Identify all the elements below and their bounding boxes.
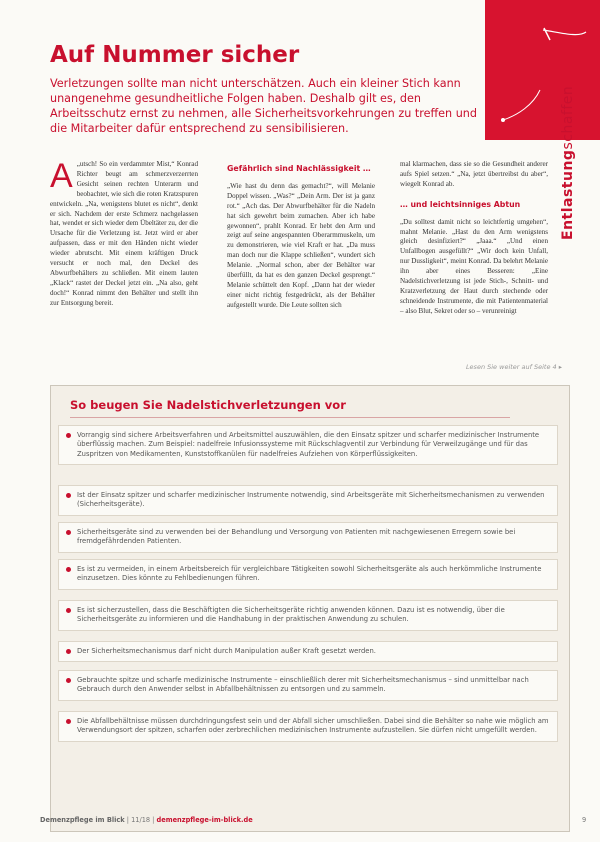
list-item-text: Gebrauchte spitze und scharfe medizinische Instrumente – einschließlich derer mit Sicherheitsmechanismus – sind unmittelbar nach Gebrauch durch den Anwender selbst in Abfallbehältnissen zu entsorgen und zu sammeln. bbox=[77, 676, 529, 694]
list-item-text: Vorrangig sind sichere Arbeitsverfahren und Arbeitsmittel auszuwählen, die den Einsatz spitzer und scharfer medizinischer Instrumente überflüssig machen. Zum Beispiel: nadelfreie Infusionssysteme mit Rückschlagventil zur Verbindung für Verweilzugänge und für das Zuspritzen von Medikamenten, Kunststoffkanülen für nadelfreies Aufziehen von Körperflüssigkeiten. bbox=[77, 431, 540, 458]
list-item-text: Der Sicherheitsmechanismus darf nicht durch Manipulation außer Kraft gesetzt werden. bbox=[77, 647, 376, 655]
footer-brand: Demenzpflege im Blick bbox=[40, 816, 125, 824]
list-item bbox=[58, 711, 558, 742]
bullet-icon bbox=[66, 493, 71, 498]
list-item-text: Es ist zu vermeiden, in einem Arbeitsbereich für vergleichbare Tätigkeiten sowohl Sicherheitsgeräte als auch herkömmliche Instrumente einzusetzen. Dies könnte zu Fehlbedienungen führen. bbox=[77, 565, 542, 583]
footer-issue: | 11/18 | bbox=[126, 816, 155, 824]
prevention-box-title: So beugen Sie Nadelstichverletzungen vor bbox=[70, 398, 346, 412]
column-3-text-a: mal klarmachen, dass sie so die Gesundheit anderer aufs Spiel setzen.“ „Na, jetzt übertreibst du aber“, wiegelt Konrad ab. bbox=[400, 160, 548, 188]
bullet-icon bbox=[66, 608, 71, 613]
list-item bbox=[58, 522, 558, 553]
bullet-icon bbox=[66, 530, 71, 535]
article-column-3 bbox=[400, 160, 548, 317]
list-item bbox=[58, 670, 558, 701]
section-label bbox=[560, 70, 598, 240]
article-column-1 bbox=[50, 157, 198, 309]
bullet-icon bbox=[66, 649, 71, 654]
footer-url[interactable]: demenzpflege-im-blick.de bbox=[156, 816, 253, 824]
bullet-icon bbox=[66, 567, 71, 572]
list-item bbox=[58, 559, 558, 590]
list-item bbox=[58, 600, 558, 631]
bullet-icon bbox=[66, 678, 71, 683]
section-label-light: schaffen bbox=[560, 85, 576, 150]
bullet-icon bbox=[66, 433, 71, 438]
list-item-text: Die Abfallbehältnisse müssen durchdringungsfest sein und der Abfall sicher umschließen. Dabei sind die Behälter so nahe wie möglich am Verwendungsort der spitzen, scharfen oder zerbrechlichen medizinischen Instrumente aufzustellen. Sie dürfen nicht umgefüllt werden. bbox=[77, 717, 549, 735]
list-item bbox=[58, 641, 558, 662]
continued-link[interactable]: Lesen Sie weiter auf Seite 4 ▸ bbox=[465, 363, 562, 371]
column-2-text: „Wie hast du denn das gemacht?“, will Melanie Doppel wissen. „Was?“ „Dein Arm. Der ist ja ganz rot.“ „Ach das. Der Abwurfbehälter für die Nadeln hat sich gewehrt beim zumachen. Aber ich habe gewonnen“, prahlt Konrad. Er hebt den Arm und zeigt auf seine angespannten Oberarmmuskeln, um zu demonstrieren, wie viel Kraft er hat. „Da muss man doch nur die Klappe schließen“, wundert sich Melanie. „Normal schon, aber der Behälter war überfüllt, da hat es den ganzen Deckel gesprengt.“ Melanie schüttelt den Kopf. „Dann hat der wieder einer nicht richtig festgedrückt, als der Behälter aufgestellt wurde. Die Leute sollten sich bbox=[227, 181, 375, 309]
article-lead: Verletzungen sollte man nicht unterschätzen. Auch ein kleiner Stich kann unangenehme gesundheitliche Folgen haben. Deshalb gilt es, den Arbeitsschutz ernst zu nehmen, alle Sicherheitsvorkehrungen zu treffen und die Mitarbeiter dafür entsprechend zu sensibilisieren. bbox=[50, 77, 477, 135]
list-item-text: Ist der Einsatz spitzer und scharfer medizinischer Instrumente notwendig, sind Arbeitsgeräte mit Sicherheitsmechanismen zu verwenden (Sicherheitsgeräte). bbox=[77, 491, 545, 509]
subheading-careless: … und leichtsinniges Abtun bbox=[400, 199, 521, 209]
section-label-bold: Entlastung bbox=[560, 149, 576, 240]
list-item bbox=[58, 425, 558, 465]
list-item bbox=[58, 485, 558, 516]
column-1-text: „utsch! So ein verdammter Mist,“ Konrad Richter beugt am schmerzverzerrten Gesicht seinen rechten Unterarm und beobachtet, wie sich die roten Kratzspuren entwickeln. „Na, wenigstens blutet es nicht“, denkt er sich. Nachdem der erste Schmerz nachgelassen hat, wendet er sich wieder dem Übeltäter zu, der die Ursache für die Verletzung ist. Jetzt wird er aber aufpassen, dass er mit den Händen nicht wieder wieder abrutscht. Mit einem kräftigen Druck versucht er noch mal, den Deckel des Abwurfbehälters zu schließen. Mit einem lauten „Klack“ rastet der Deckel jetzt ein. „Na also, geht doch!“ Konrad nimmt den Behälter und stellt ihn zur Entsorgung bereit. bbox=[50, 160, 198, 307]
page-footer bbox=[40, 816, 253, 824]
page-number: 9 bbox=[582, 816, 587, 824]
column-3-text-b: „Du solltest damit nicht so leichtfertig umgehen“, mahnt Melanie. „Hast du den Arm wenigstens gleich desinfiziert?“ „Jaaa.“ „Und einen Unfallbogen ausgefüllt?“ „Wir doch kein Unfall, nur Dussligkeit“, meint Konrad. Da belehrt Melanie ihn aber eines Besseren: „Eine Nadelstichverletzung ist jede Stich-, Schnitt- und Kratzverletzung der Haut durch stechende oder schneidende Instrumente, die mit Patientenmaterial – also Blut, Sekret oder so – verunreinigt bbox=[400, 217, 548, 315]
list-item-text: Es ist sicherzustellen, dass die Beschäftigten die Sicherheitsgeräte richtig anwenden können. Dazu ist es notwendig, über die Sicherheitsgeräte zu informieren und die Handhabung in der praktischen Anwendung zu schulen. bbox=[77, 606, 505, 624]
list-item-text: Sicherheitsgeräte sind zu verwenden bei der Behandlung und Versorgung von Patienten mit nachgewiesenen Erregern sowie bei fremdgefährdenden Patienten. bbox=[77, 528, 516, 546]
article-title: Auf Nummer sicher bbox=[50, 42, 300, 68]
box-title-divider bbox=[70, 417, 510, 418]
subheading-negligence: Gefährlich sind Nachlässigkeit … bbox=[227, 164, 371, 173]
bullet-icon bbox=[66, 719, 71, 724]
article-column-2 bbox=[227, 160, 375, 311]
drop-cap: A bbox=[50, 157, 73, 195]
